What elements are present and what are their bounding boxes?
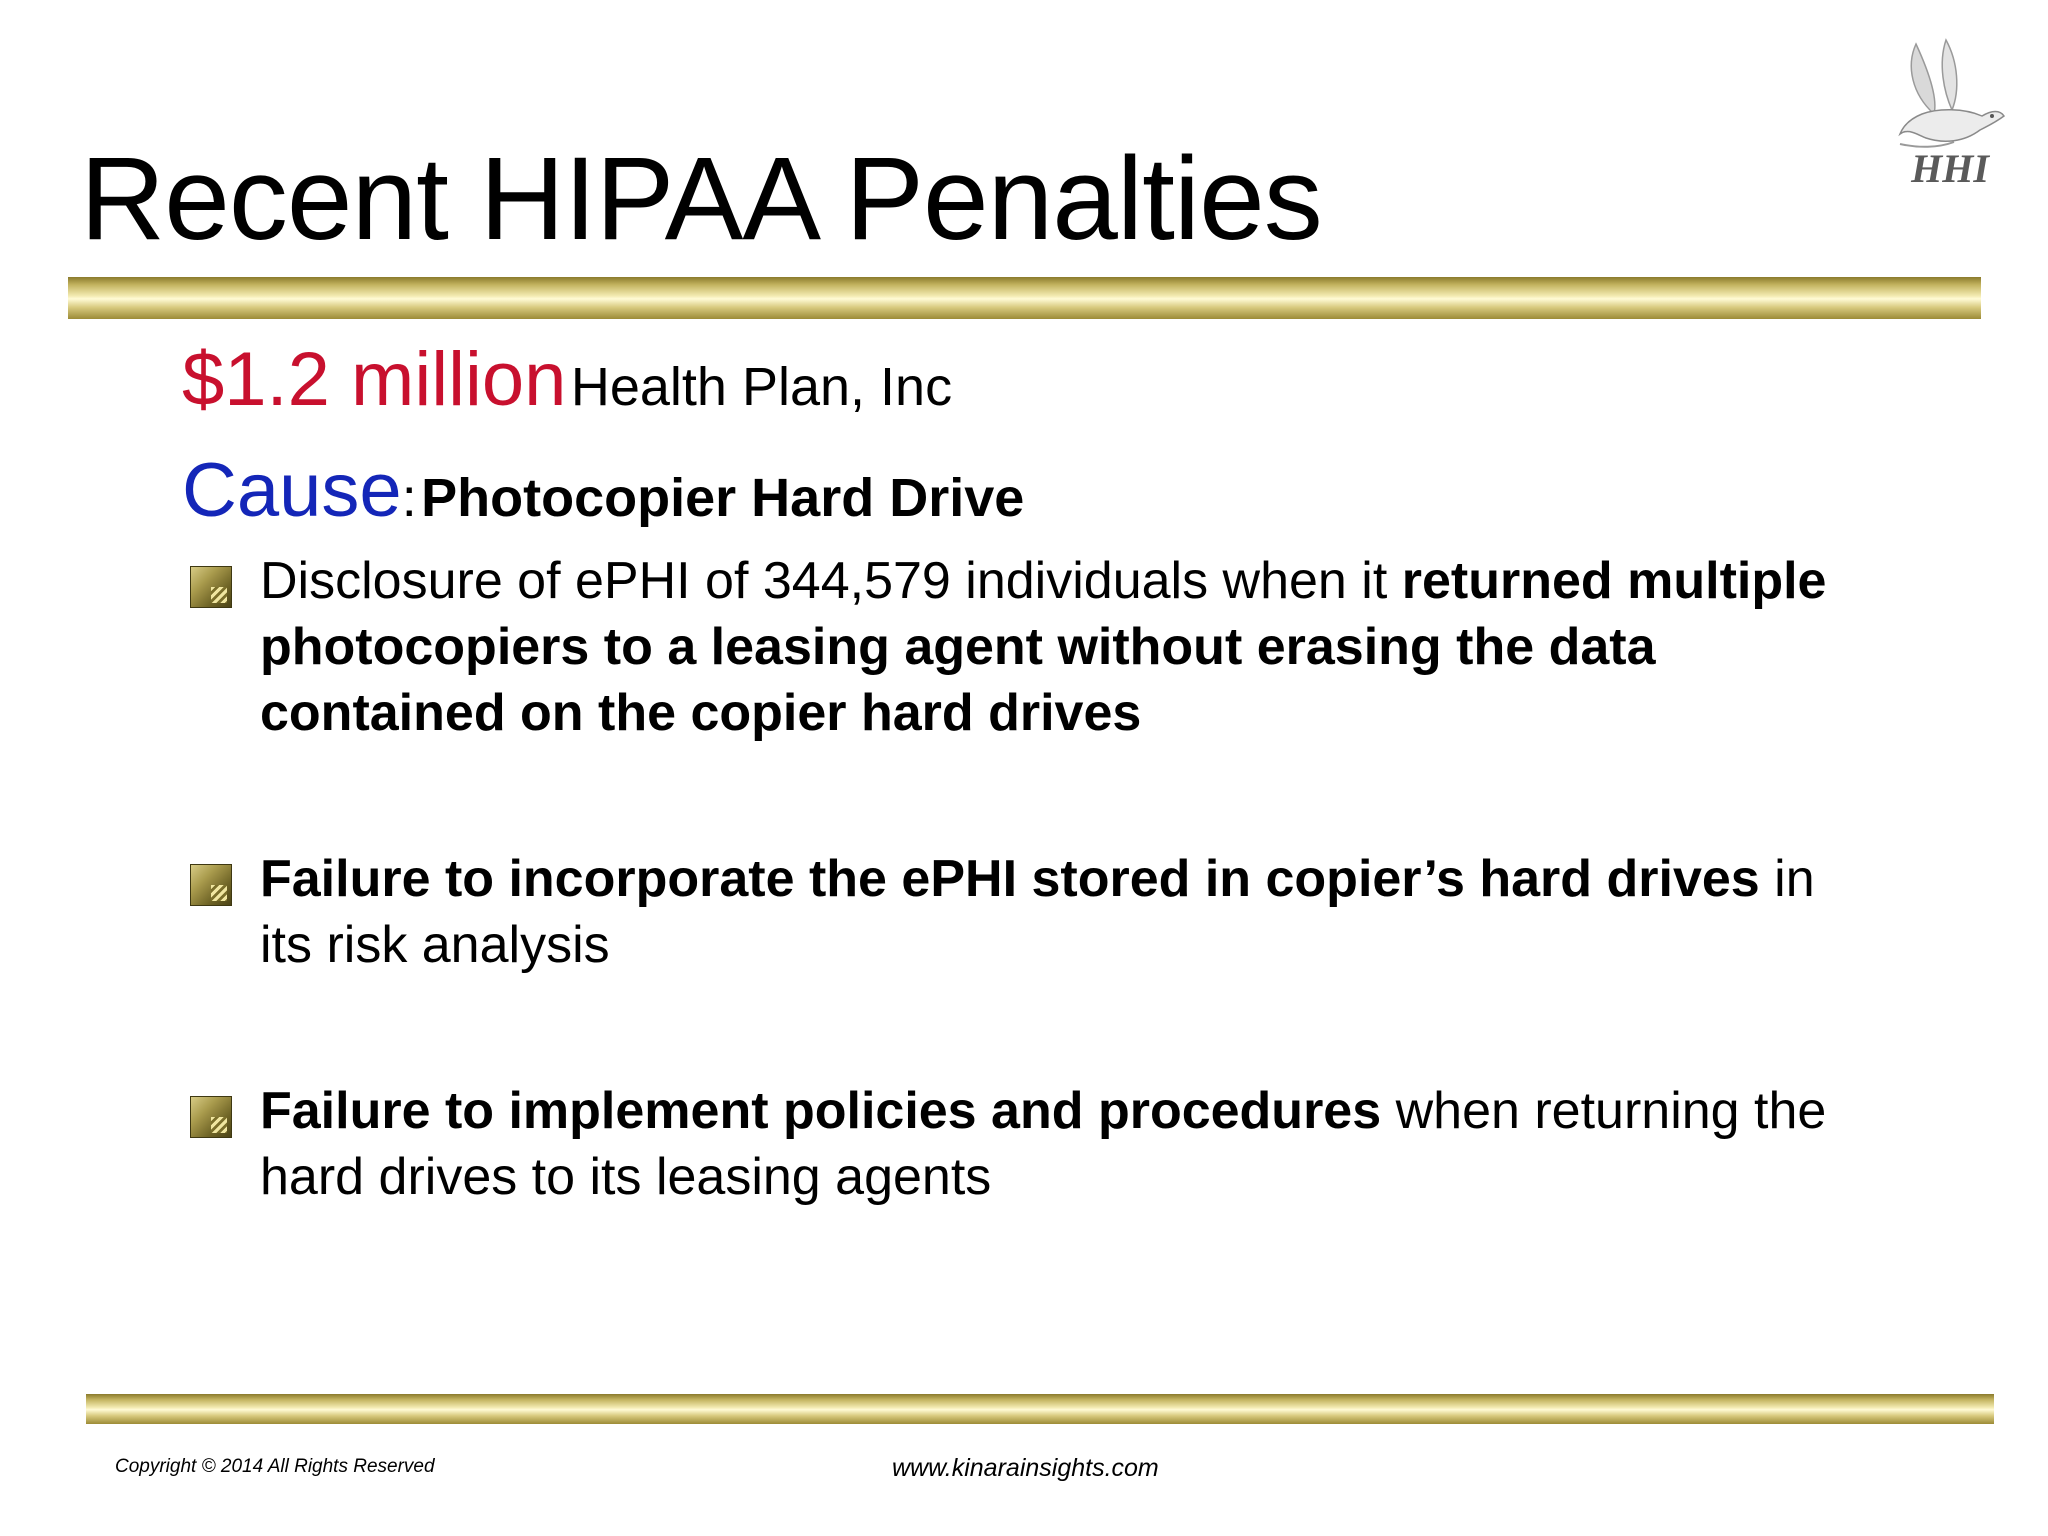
bullet-square-icon (190, 1096, 232, 1138)
bullet-policies (190, 1078, 1830, 1210)
bullet-square-icon (190, 566, 232, 608)
penalty-amount: $1.2 million (182, 337, 567, 422)
cause-colon: : (401, 468, 417, 528)
footer-website: www.kinarainsights.com (892, 1454, 1159, 1482)
cause-label: Cause (182, 448, 402, 533)
bullet-text-normal: when returning the hard drives to its leasing agents (260, 1082, 1827, 1206)
bullet-text-bold: Failure to incorporate the ePHI stored in copier’s hard drives (260, 850, 1760, 908)
slide-title: Recent HIPAA Penalties (80, 133, 1322, 265)
penalty-line (182, 337, 953, 422)
logo-text: HHI (1911, 146, 1989, 191)
bullet-risk-analysis (190, 846, 1830, 978)
cause-line (182, 448, 1025, 533)
footer-copyright: Copyright © 2014 All Rights Reserved (115, 1456, 435, 1477)
bullet-text-normal: Disclosure of ePHI of 344,579 individuals when it (260, 552, 1402, 610)
bullet-text-bold: Failure to implement policies and procedures (260, 1082, 1382, 1140)
footer-divider (86, 1394, 1994, 1424)
penalty-organization: Health Plan, Inc (570, 357, 953, 417)
bullet-text-bold: returned multiple photocopiers to a leasing agent without erasing the data contained on the copier hard drives (260, 552, 1827, 742)
title-divider (68, 277, 1981, 319)
bullet-text-normal: in its risk analysis (260, 850, 1815, 974)
bullet-disclosure (190, 548, 1830, 746)
cause-value: Photocopier Hard Drive (421, 468, 1025, 528)
hhi-logo (1888, 36, 2008, 196)
bullet-list (190, 548, 1830, 1210)
dove-icon (1888, 36, 2008, 196)
bullet-square-icon (190, 864, 232, 906)
